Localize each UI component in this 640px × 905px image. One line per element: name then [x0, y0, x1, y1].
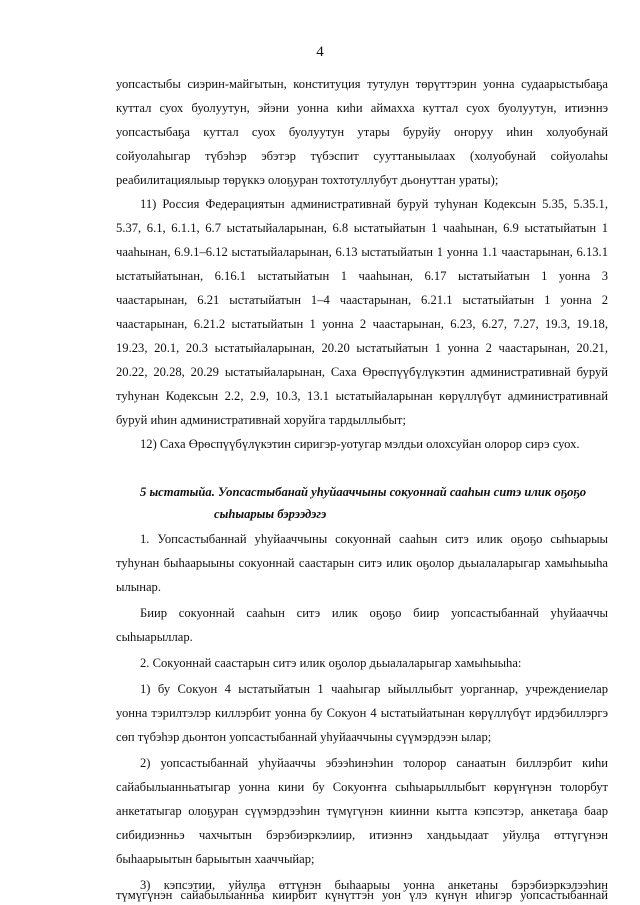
text-line: 11) Россия Федерациятын административнай буруй туһунан Кодексын 5.35, 5.35.1,	[140, 197, 608, 211]
text-line: уопсастыбаҕа куттал суох буолуутун утары буруйу оҥоруу иһин холуобунай	[116, 125, 608, 139]
text-line: 3) кэпсэтии, уйулҕа өттүнэн быһаарыы уонна анкетаны бэрэбиэркэлээһин	[140, 878, 608, 892]
text-line: куттал суох буолуутун, эйэни уонна киһи аймахха куттал суох буолуутун, итиэннэ	[116, 101, 608, 115]
text-line: ыстатыйатынан, 6.16.1 ыстатыйатын 1 чааһынан, 6.17 ыстатыйатын 1 уонна 3	[116, 269, 608, 283]
text-line: сыһыарыллар.	[116, 630, 193, 644]
text-line: чаастарынан, 6.21 ыстатыйатын 1–4 чаастарынан, 6.21.1 ыстатыйатын 1 уонна 2	[116, 293, 608, 307]
text-line: 1. Уопсастыбаннай уһуйааччыны сокуоннай сааһын ситэ илик оҕоҕо сыһыарыы	[140, 532, 608, 546]
text-line: 19.23, 20.1, 20.3 ыстатыйаларынан, 20.20 ыстатыйатын 1 уонна 2 чаастарынан, 20.21,	[116, 341, 608, 355]
text-line: ылынар.	[116, 580, 161, 594]
text-line: чаастарынан, 6.21.2 ыстатыйатын 1 уонна 2 чаастарынан, 6.23, 6.27, 7.27, 19.3, 19.18,	[116, 317, 608, 331]
text-line: 12) Саха Өрөспүүбүлүкэтин сиригэр-уотугар мэлдьи олохсуйан олорор сирэ суох.	[140, 437, 580, 451]
text-line: уонна тэрилтэлэр киллэрбит уонна бу Сокуон 4 ыстатыйатынан көрүллүбүт ирдэбиллэргэ	[116, 706, 608, 720]
text-line: туһунан быһаарыыны сокуоннай саастарын ситэ илик оҕолор дьыалаларыгар хамыһыыһа	[116, 556, 608, 570]
text-line: түмүгүнэн сайабылыанньа киирбит күнүттэн уон үлэ күнүн иһигэр уопсастыбаннай	[116, 888, 608, 902]
text-line: анкетатыгар олоҕуран сүүмэрдээһин түмүгүнэн киинни кытта кэпсэтэр, анкетаҕа баар	[116, 804, 608, 818]
text-line: 1) бу Сокуон 4 ыстатыйатын 1 чааһыгар ыйыллыбыт уорганнар, учреждениелар	[140, 682, 608, 696]
text-line: чааһынан, 6.9.1–6.12 ыстатыйаларынан, 6.13 ыстатыйатын 1 уонна 1.1 чаастарынан, 6.13.1	[116, 245, 608, 259]
text-line: буруй иһин административнай хоруйга тардыллыбыт;	[116, 413, 406, 427]
text-line: реабилитациялыыр төрүккэ олоҕуран тохтотуллубут дьонуттан ураты);	[116, 173, 499, 187]
text-line: сөп түбэһэр дьонтон уопсастыбаннай уһуйааччыны сүүмэрдээн ылар;	[116, 730, 492, 744]
text-line: 2) уопсастыбаннай уһуйааччы эбээһинэһин толорор санаатын биллэрбит киһи	[140, 756, 608, 770]
text-line: быһаарыытын барыытын хааччыйар;	[116, 852, 315, 866]
page-number: 4	[316, 44, 324, 60]
text-line: сойуолаһыгар түбэһэр эбэтэр түбэспит сууттаныылаах (холуобунай сойуолаһы	[116, 149, 608, 163]
heading-line: сыһыарыы бэрээдэгэ	[214, 507, 327, 521]
text-line: 2. Сокуоннай саастарын ситэ илик оҕолор дьыалаларыгар хамыһыыһа:	[140, 656, 522, 670]
text-line: сайабылыанньатыгар уонна кини бу Сокуоҥҥа сыһыарыллыбыт көрүҥүнэн толорбут	[116, 780, 608, 794]
text-line: 5.37, 6.1, 6.1.1, 6.7 ыстатыйаларынан, 6.8 ыстатыйатын 1 чааһынан, 6.9 ыстатыйатын 1	[116, 221, 608, 235]
text-line: Биир сокуоннай сааһын ситэ илик оҕоҕо биир уопсастыбаннай уһуйааччы	[140, 606, 608, 620]
text-line: сибидиэнньэ чахчытын бэрэбиэркэлиир, итиэннэ хандьыдаат уйулҕа өттүгүнэн	[116, 828, 608, 842]
text-line: 20.22, 20.28, 20.29 ыстатыйаларынан, Саха Өрөспүүбүлүкэтин административнай буруй	[116, 365, 608, 379]
heading-line: 5 ыстатыйа. Уопсастыбанай уһуйааччыны сокуоннай сааһын ситэ илик оҕоҕо	[140, 485, 587, 499]
text-line: уопсастыбы сиэрин-майгытын, конституция тутулун төрүттэрин уонна судаарыстыбаҕа	[116, 77, 608, 91]
text-line: туһунан Кодексын 2.2, 2.9, 10.3, 13.1 ыстатыйаларынан көрүллүбүт административнай	[116, 389, 608, 403]
